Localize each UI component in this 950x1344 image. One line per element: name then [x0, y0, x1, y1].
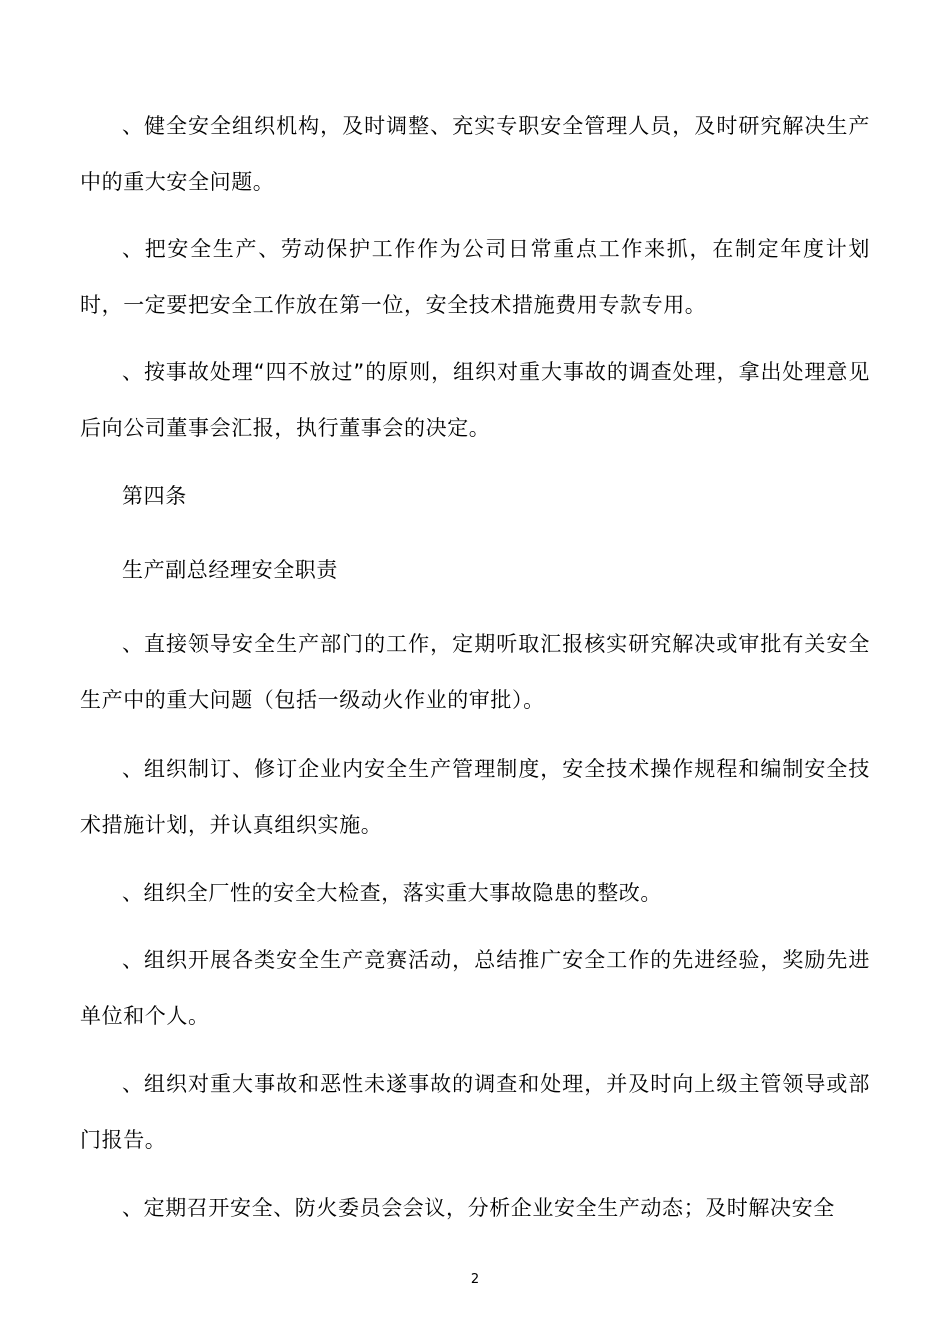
paragraph-competition: 、组织开展各类安全生产竞赛活动，总结推广安全工作的先进经验，奖励先进单位和个人。	[80, 948, 870, 1028]
paragraph-accident-handling: 、按事故处理“四不放过”的原则，组织对重大事故的调查处理，拿出处理意见后向公司董事会汇报，执行董事会的决定。	[80, 360, 870, 440]
paragraph-lead-department: 、直接领导安全生产部门的工作，定期听取汇报核实研究解决或审批有关安全生产中的重大问题（包括一级动火作业的审批）。	[80, 632, 870, 712]
article-label: 第四条	[122, 484, 187, 508]
section-title: 生产副总经理安全职责	[122, 558, 338, 582]
paragraph-regulations: 、组织制订、修订企业内安全生产管理制度，安全技术操作规程和编制安全技术措施计划，并认真组织实施。	[80, 757, 870, 837]
paragraph-annual-plan: 、把安全生产、劳动保护工作作为公司日常重点工作来抓，在制定年度计划时，一定要把安全工作放在第一位，安全技术措施费用专款专用。	[80, 237, 870, 317]
paragraph-organization: 、健全安全组织机构，及时调整、充实专职安全管理人员，及时研究解决生产中的重大安全问题。	[80, 114, 870, 194]
paragraph-inspection: 、组织全厂性的安全大检查，落实重大事故隐患的整改。	[122, 881, 662, 905]
paragraph-investigation: 、组织对重大事故和恶性未遂事故的调查和处理，并及时向上级主管领导或部门报告。	[80, 1072, 870, 1152]
page-number: 2	[470, 1272, 480, 1287]
paragraph-committee-meeting: 、定期召开安全、防火委员会会议，分析企业安全生产动态；及时解决安全	[122, 1196, 835, 1220]
